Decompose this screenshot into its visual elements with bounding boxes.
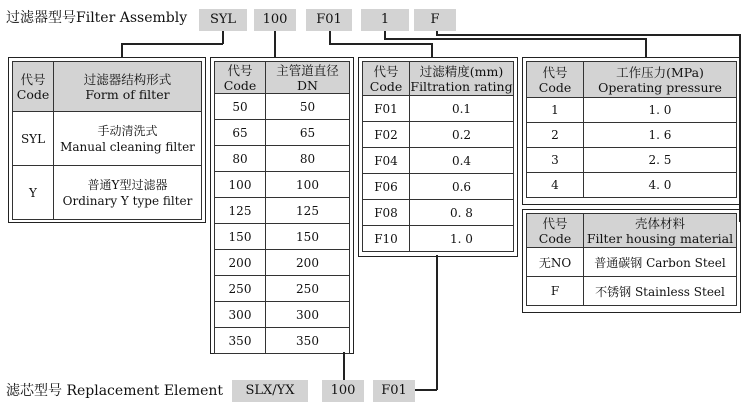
form-code-header: 代号 Code	[13, 62, 54, 112]
dn-code-cell: 250	[215, 276, 266, 302]
pressure-code-cell: 1	[527, 98, 584, 123]
connector-form-h	[121, 43, 223, 45]
table-row	[363, 200, 514, 226]
table-row	[527, 173, 737, 198]
pressure-value-cell: 1. 0	[584, 98, 737, 123]
table-row	[215, 146, 350, 172]
connector-pressure-drop	[645, 38, 647, 57]
material-code-cell: F	[527, 277, 584, 306]
connector-element-filtration-v	[436, 255, 438, 390]
code-box-material: F	[414, 9, 456, 31]
dn-code-cell: 80	[215, 146, 266, 172]
table-row	[363, 96, 514, 122]
dn-code-cell: 50	[215, 94, 266, 120]
dn-code-cell: 300	[215, 302, 266, 328]
dn-value-cell: 150	[266, 224, 350, 250]
connector-element-dn	[343, 352, 345, 380]
table-row	[215, 120, 350, 146]
table-row	[215, 198, 350, 224]
replacement-element-title: 滤芯型号 Replacement Element	[6, 383, 224, 399]
filtration-rating-cell: 1. 0	[410, 226, 514, 252]
pressure-value-cell: 4. 0	[584, 173, 737, 198]
connector-dn	[274, 31, 276, 57]
connector-element-filtration-h	[415, 389, 437, 391]
table-row	[13, 112, 202, 166]
code-box-filtration: F01	[306, 9, 352, 31]
pressure-code-cell: 3	[527, 148, 584, 173]
element-code-box-dn: 100	[322, 380, 364, 402]
filtration-code-header: 代号 Code	[363, 62, 410, 96]
table-row	[527, 148, 737, 173]
table-row	[215, 94, 350, 120]
connector-form-drop	[121, 43, 123, 57]
table-row	[215, 172, 350, 198]
dn-value-cell: 80	[266, 146, 350, 172]
filtration-rating-cell: 0.2	[410, 122, 514, 148]
dn-value-cell: 65	[266, 120, 350, 146]
pressure-code-header: 代号 Code	[527, 62, 584, 98]
table-row	[363, 174, 514, 200]
filtration-code-cell: F06	[363, 174, 410, 200]
filter-assembly-title: 过滤器型号Filter Assembly	[6, 10, 188, 26]
pressure-value-cell: 1. 6	[584, 123, 737, 148]
filtration-code-cell: F08	[363, 200, 410, 226]
form-desc-cell: 手动清洗式 Manual cleaning filter	[54, 112, 202, 166]
table-row	[363, 148, 514, 174]
dn-value-cell: 100	[266, 172, 350, 198]
material-desc-cell: 普通碳钢 Carbon Steel	[584, 248, 737, 277]
dn-code-cell: 125	[215, 198, 266, 224]
table-row	[13, 166, 202, 220]
filtration-code-cell: F04	[363, 148, 410, 174]
connector-filtration-h	[329, 43, 432, 45]
table-row	[527, 248, 737, 277]
table-row	[215, 328, 350, 354]
filtration-rating-header: 过滤精度(mm) Filtration rating	[410, 63, 513, 94]
pressure-value-cell: 2. 5	[584, 148, 737, 173]
filtration-rating-cell: 0.4	[410, 148, 514, 174]
table-row	[215, 224, 350, 250]
dn-value-cell: 200	[266, 250, 350, 276]
table-row	[215, 302, 350, 328]
connector-filtration-drop	[431, 43, 433, 57]
material-code-cell: 无NO	[527, 248, 584, 277]
dn-code-cell: 150	[215, 224, 266, 250]
material-table	[526, 213, 737, 306]
pressure-code-cell: 2	[527, 123, 584, 148]
form-desc-cell: 普通Y型过滤器 Ordinary Y type filter	[54, 166, 202, 220]
filtration-rating-cell: 0. 8	[410, 200, 514, 226]
filtration-code-cell: F01	[363, 96, 410, 122]
table-row	[215, 276, 350, 302]
code-box-pressure: 1	[361, 9, 409, 31]
code-box-dn: 100	[254, 9, 296, 31]
table-row	[363, 122, 514, 148]
material-desc-header: 壳体材料 Filter housing material	[584, 214, 737, 248]
dn-value-header: 主管道直径 DN	[266, 62, 350, 94]
filtration-code-cell: F02	[363, 122, 410, 148]
material-code-header: 代号 Code	[527, 214, 584, 248]
pressure-value-header: 工作压力(MPa) Operating pressure	[584, 62, 737, 98]
table-row	[527, 98, 737, 123]
dn-value-cell: 350	[266, 328, 350, 354]
dn-table	[214, 61, 350, 354]
code-box-form: SYL	[199, 9, 247, 31]
form-table	[12, 61, 202, 220]
dn-code-cell: 65	[215, 120, 266, 146]
pressure-code-cell: 4	[527, 173, 584, 198]
table-row	[363, 226, 514, 252]
form-code-cell: Y	[13, 166, 54, 220]
table-row	[527, 123, 737, 148]
filtration-code-cell: F10	[363, 226, 410, 252]
element-code-box-filtration: F01	[373, 380, 415, 402]
form-code-cell: SYL	[13, 112, 54, 166]
dn-value-cell: 125	[266, 198, 350, 224]
form-desc-header: 过滤器结构形式 Form of filter	[54, 62, 202, 112]
table-row	[527, 277, 737, 306]
connector-material-h	[436, 34, 740, 36]
element-code-box-type: SLX/YX	[232, 380, 308, 402]
dn-code-cell: 200	[215, 250, 266, 276]
filtration-rating-cell: 0.6	[410, 174, 514, 200]
table-row	[215, 250, 350, 276]
material-desc-cell: 不锈钢 Stainless Steel	[584, 277, 737, 306]
dn-code-cell: 100	[215, 172, 266, 198]
dn-value-cell: 50	[266, 94, 350, 120]
filtration-table	[362, 61, 514, 252]
pressure-table	[526, 61, 737, 198]
dn-code-cell: 350	[215, 328, 266, 354]
connector-pressure-h	[384, 38, 646, 40]
dn-value-cell: 300	[266, 302, 350, 328]
dn-code-header: 代号 Code	[215, 62, 266, 94]
filtration-rating-cell: 0.1	[410, 96, 514, 122]
dn-value-cell: 250	[266, 276, 350, 302]
